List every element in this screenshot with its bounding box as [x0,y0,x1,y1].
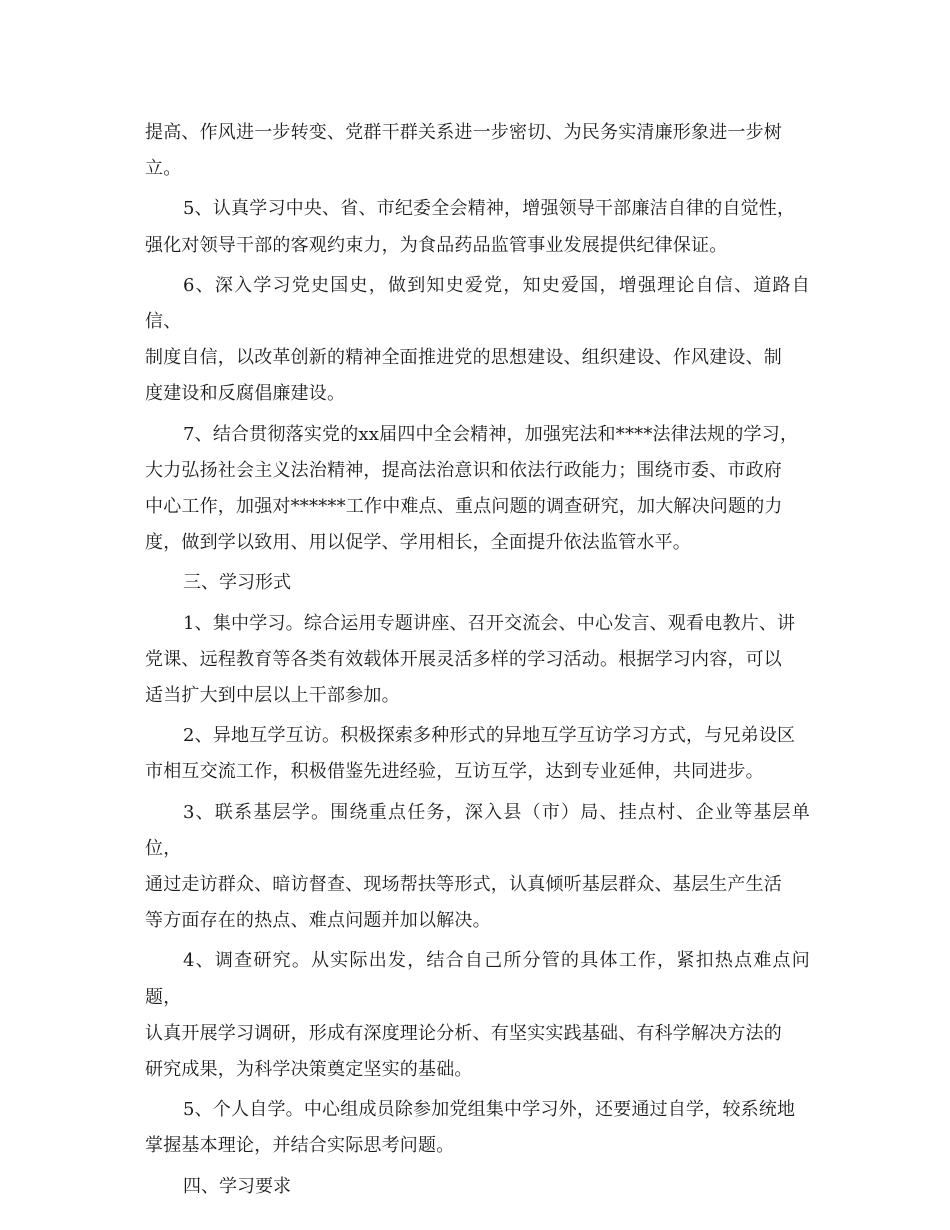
document-body [145,115,810,1209]
paragraph-item-6-party-history: 6、深入学习党史国史，做到知史爱党，知史爱国，增强理论自信、道路自信、 制度自信，以改革创新的精神全面推进党的思想建设、组织建设、作风建设、制 度建设和反腐倡廉建设。 [145,274,810,405]
paragraph-form-5-self-study: 5、个人自学。中心组成员除参加党组集中学习外，还要通过自学，较系统地 掌握基本理论，并结合实际思考问题。 [145,1099,796,1157]
paragraph-form-1-centralized: 1、集中学习。综合运用专题讲座、召开交流会、中心发言、观看电教片、讲 党课、远程教育等各类有效载体开展灵活多样的学习活动。根据学习内容，可以 适当扩大到中层以上干部参加。 [145,612,796,707]
paragraph-continuation: 提高、作风进一步转变、党群干群关系进一步密切、为民务实清廉形象进一步树 立。 [145,122,782,180]
section-heading-study-requirements: 四、学习要求 [183,1175,291,1197]
paragraph-form-4-research: 4、调查研究。从实际出发，结合自己所分管的具体工作，紧扣热点难点问题， 认真开展学习调研，形成有深度理论分析、有坚实实践基础、有科学解决方法的 研究成果，为科学决策奠定坚实的基础。 [145,950,810,1081]
paragraph-item-5-discipline: 5、认真学习中央、省、市纪委全会精神，增强领导干部廉洁自律的自觉性， 强化对领导干部的客观约束力，为食品药品监管事业发展提供纪律保证。 [145,198,796,256]
paragraph-form-2-exchange: 2、异地互学互访。积极探索多种形式的异地互学互访学习方式，与兄弟设区 市相互交流工作，积极借鉴先进经验，互访互学，达到专业延伸，共同进步。 [145,725,796,783]
section-heading-study-forms: 三、学习形式 [183,572,291,594]
paragraph-form-3-grassroots: 3、联系基层学。围绕重点任务，深入县（市）局、挂点村、企业等基层单位， 通过走访群众、暗访督查、现场帮扶等形式，认真倾听基层群众、基层生产生活 等方面存在的热点、难点问题并加以解决。 [145,801,810,932]
paragraph-item-7-rule-of-law: 7、结合贯彻落实党的xx届四中全会精神，加强宪法和****法律法规的学习， 大力弘扬社会主义法治精神，提高法治意识和依法行政能力；围绕市委、市政府 中心工作，加强对******工作中难点、重点问题的调查研究，加大解决问题的力 度，做到学以致用、用以促学、学用相长，全面提升依法监管水平。 [145,423,799,554]
